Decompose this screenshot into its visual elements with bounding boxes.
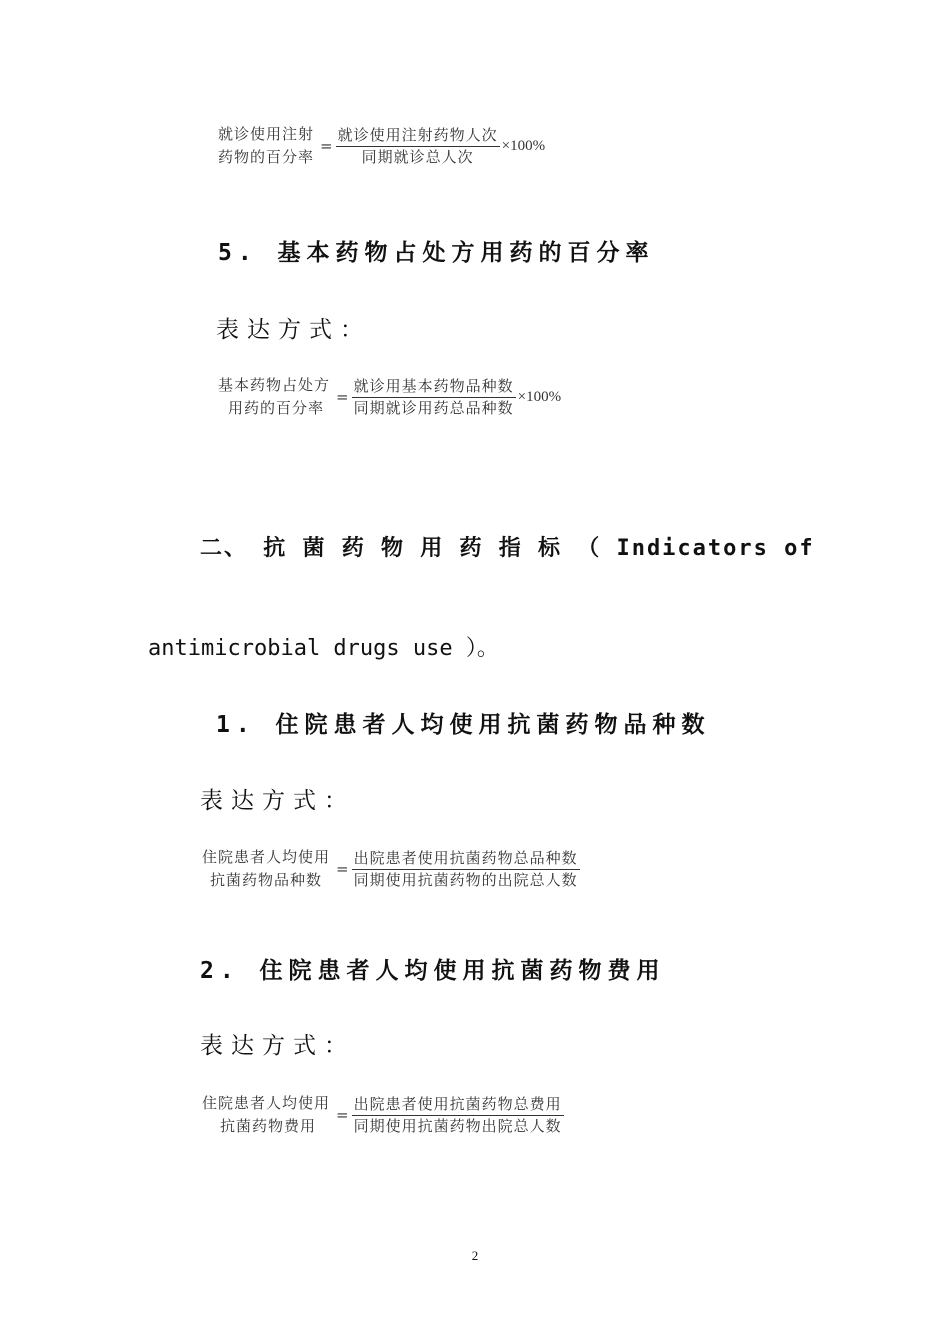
denominator: 同期就诊总人次: [361, 147, 474, 166]
fraction: [352, 848, 580, 891]
formula-lhs: [218, 374, 330, 420]
formula-lhs-line1: 住院患者人均使用: [202, 848, 331, 866]
formula-lhs-line2: 抗菌药物费用: [220, 1117, 317, 1135]
times-100-percent: ×100%: [517, 388, 562, 405]
numerator: 出院患者使用抗菌药物总品种数: [353, 848, 578, 867]
heading-s2-1: 1. 住院患者人均使用抗菌药物品种数: [216, 712, 711, 738]
times-100-percent: ×100%: [501, 137, 546, 154]
formula-antimicrobial-cost: [202, 1092, 564, 1138]
numerator: 出院患者使用抗菌药物总费用: [353, 1094, 562, 1113]
fraction: [352, 1094, 564, 1137]
formula-lhs-line2: 药物的百分率: [218, 148, 315, 166]
equals-sign: =: [320, 137, 333, 155]
page-number: 2: [471, 1248, 479, 1263]
section-2-title-line2: antimicrobial drugs use ）。: [148, 636, 499, 661]
formula-antimicrobial-varieties: [202, 846, 580, 892]
formula-lhs: [218, 123, 314, 169]
formula-essential-drug-rate: [218, 374, 561, 420]
expression-label: 表达方式：: [200, 1033, 355, 1059]
expression-label: 表达方式：: [216, 317, 371, 343]
formula-lhs-line2: 抗菌药物品种数: [210, 871, 323, 889]
formula-lhs: [202, 846, 330, 892]
expression-label: 表达方式：: [200, 788, 355, 814]
heading-5: 5. 基本药物占处方用药的百分率: [218, 240, 655, 266]
equals-sign: =: [336, 860, 349, 878]
section-2-title-line1: 二、 抗 菌 药 物 用 药 指 标 （ Indicators of: [200, 536, 815, 561]
denominator: 同期使用抗菌药物的出院总人数: [353, 870, 578, 889]
heading-s2-2: 2. 住院患者人均使用抗菌药物费用: [200, 958, 666, 984]
denominator: 同期使用抗菌药物出院总人数: [353, 1116, 562, 1135]
numerator: 就诊使用注射药物人次: [337, 125, 498, 144]
formula-lhs-line1: 基本药物占处方: [218, 376, 331, 394]
formula-lhs-line2: 用药的百分率: [228, 399, 325, 417]
fraction: [336, 125, 500, 168]
formula-lhs-line1: 就诊使用注射: [218, 125, 315, 143]
equals-sign: =: [336, 1106, 349, 1124]
fraction: [352, 376, 516, 419]
formula-injection-rate: [218, 123, 545, 169]
formula-lhs: [202, 1092, 330, 1138]
equals-sign: =: [336, 388, 349, 406]
denominator: 同期就诊用药总品种数: [353, 398, 514, 417]
formula-lhs-line1: 住院患者人均使用: [202, 1094, 331, 1112]
numerator: 就诊用基本药物品种数: [353, 376, 514, 395]
